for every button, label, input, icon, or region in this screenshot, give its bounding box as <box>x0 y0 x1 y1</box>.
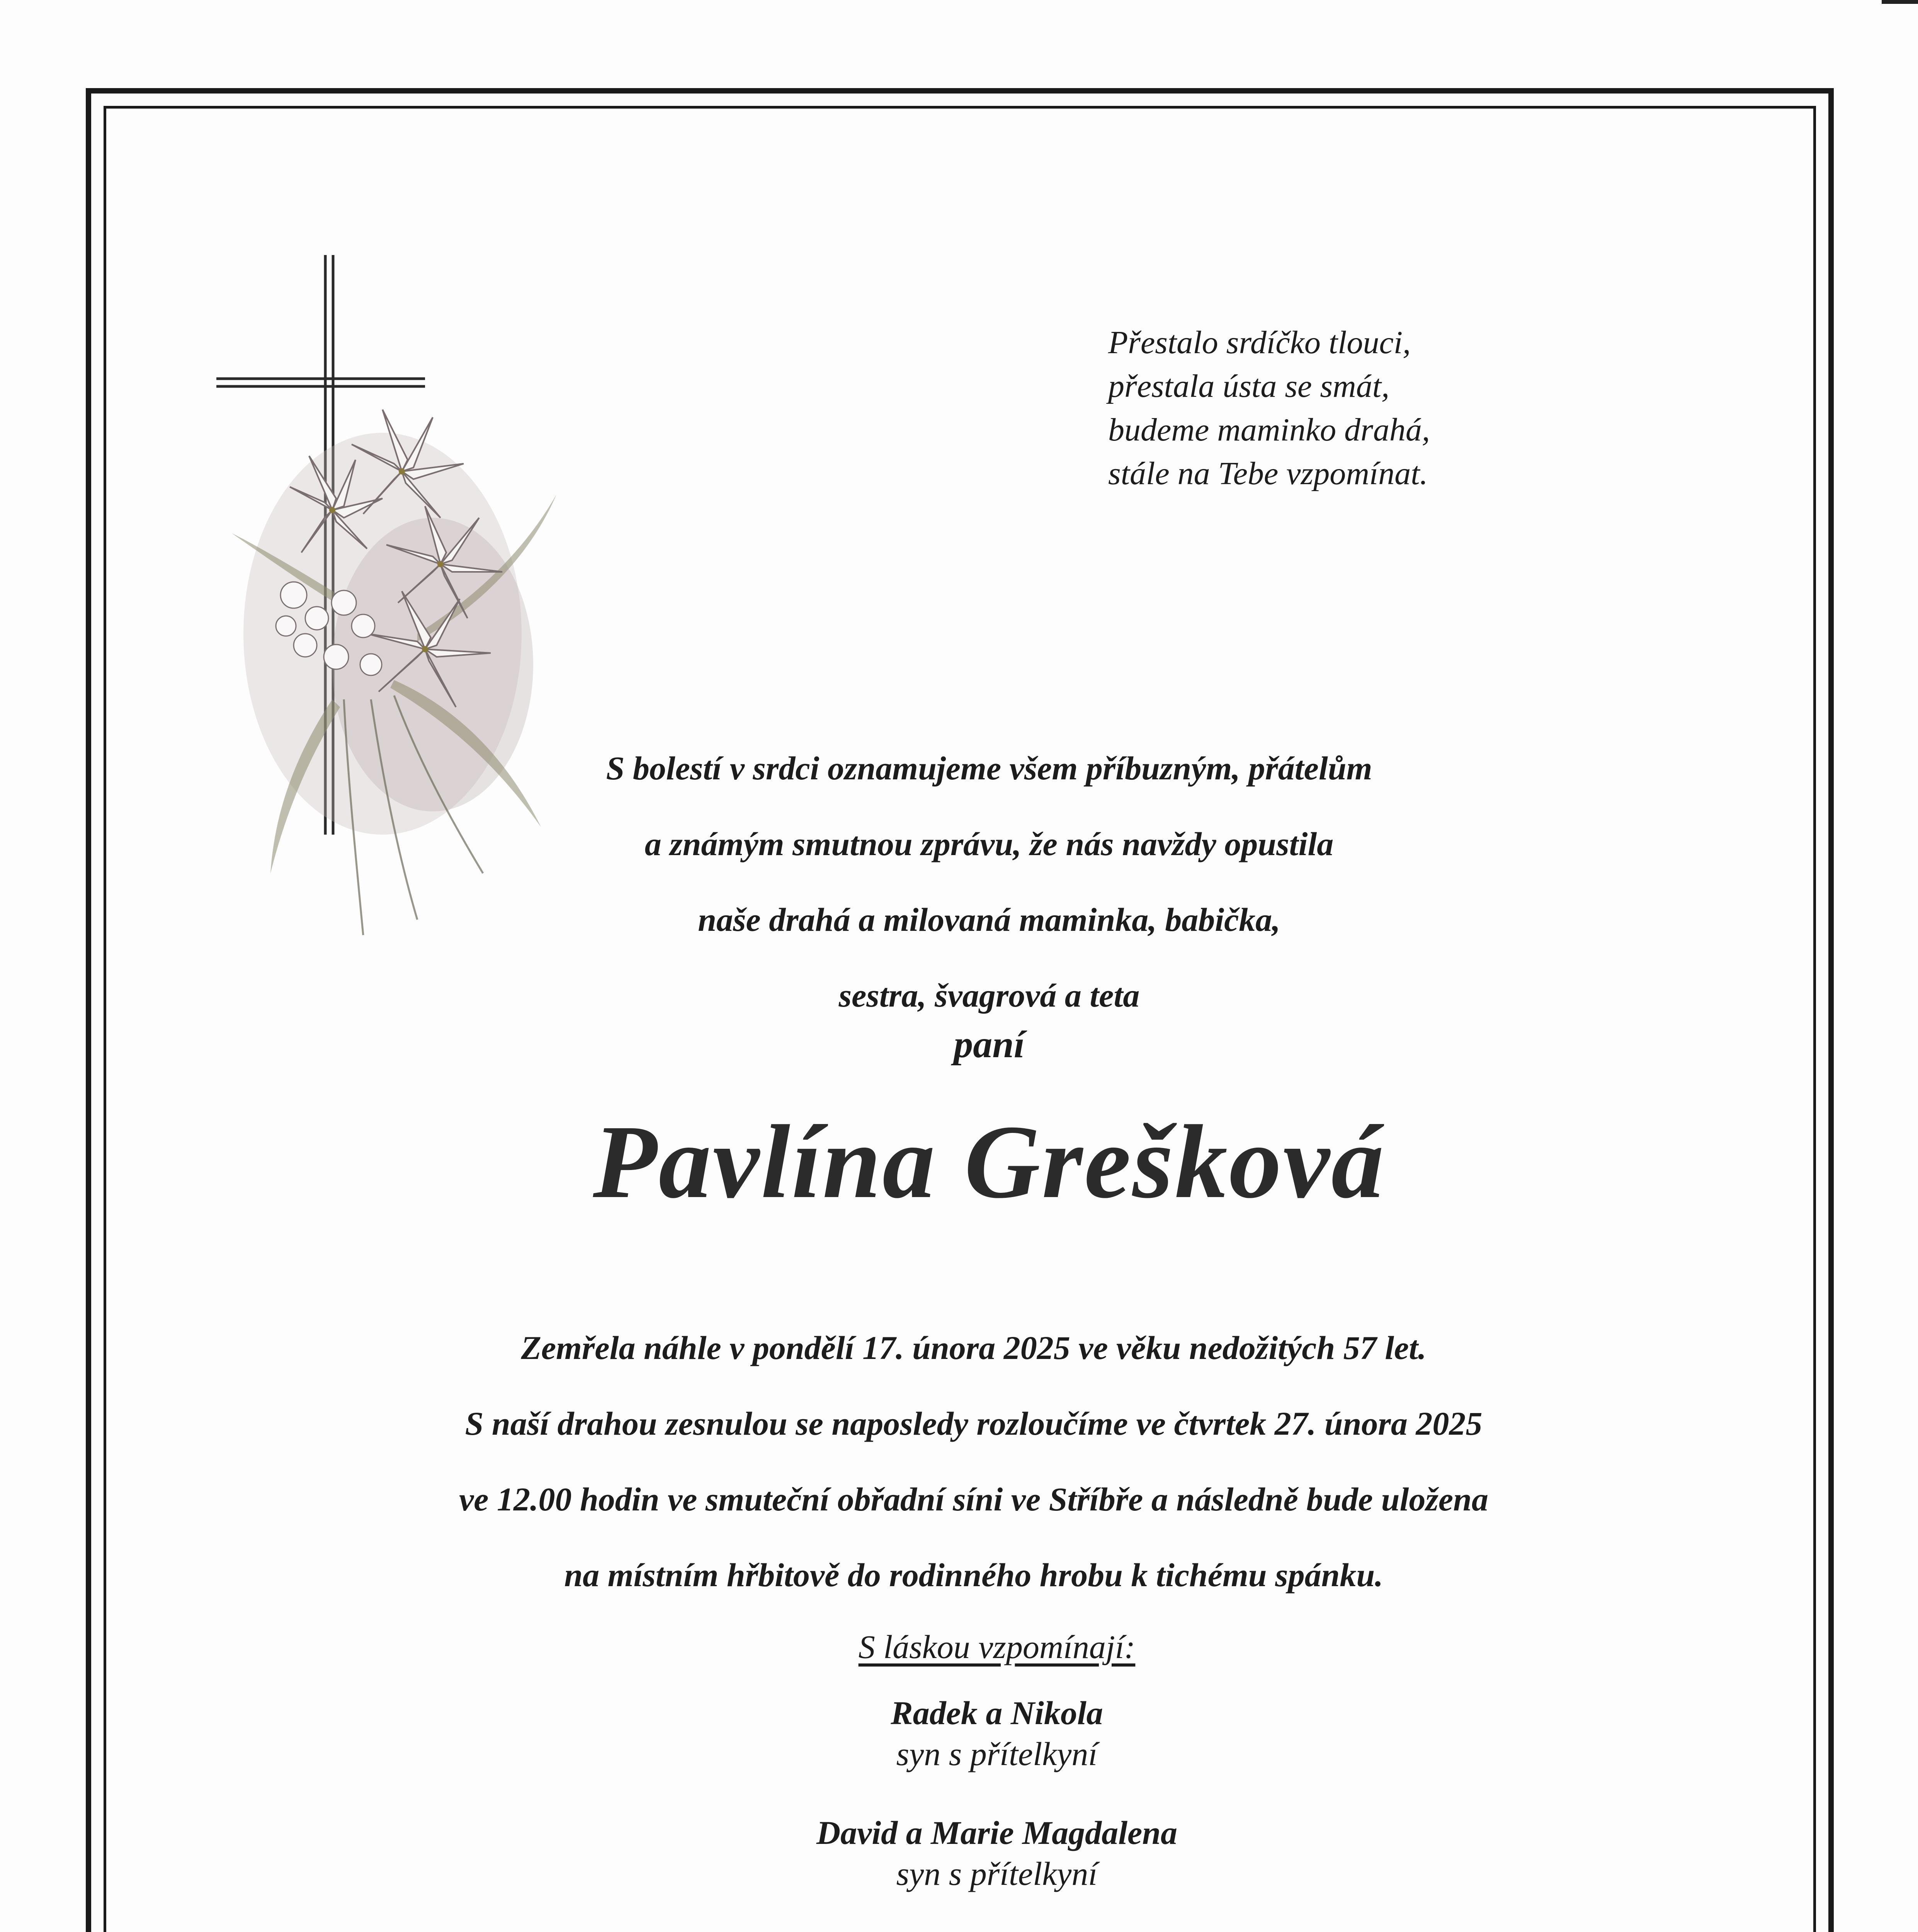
announcement-line: sestra, švagrová a teta <box>838 977 1140 1014</box>
poem-line: budeme maminko drahá, <box>1108 412 1430 448</box>
announcement-line: S bolestí v srdci oznamujeme všem příbuzným, přátelům <box>606 750 1372 787</box>
mourner-names <box>773 1930 1221 1932</box>
mourner-names: Radek a Nikola <box>891 1694 1103 1731</box>
announcement-line: a známým smutnou zprávu, že nás navždy opustila <box>644 825 1334 862</box>
mourner-relation: syn s přítelkyní <box>896 1735 1098 1772</box>
announcement-line: naše drahá a milovaná maminka, babička, <box>698 901 1280 938</box>
mourner-group <box>891 1692 1103 1774</box>
death-notice-line: ve 12.00 hodin ve smuteční obřadní síni ve Stříbře a následně bude uložena <box>459 1481 1488 1518</box>
poem-line: přestala ústa se smát, <box>1108 368 1390 404</box>
mourner-relation: syn s přítelkyní <box>896 1855 1098 1892</box>
death-notice <box>459 1310 1488 1613</box>
death-notice-line: Zemřela náhle v pondělí 17. února 2025 ve věku nedožitých 57 let. <box>521 1329 1427 1366</box>
cross-lily-ornament <box>216 255 634 974</box>
poem-line: stále na Tebe vzpomínat. <box>1108 456 1428 492</box>
honorific: paní <box>954 1023 1025 1066</box>
deceased-name: Pavlína Grešková <box>593 1104 1386 1220</box>
lily-bouquet-icon <box>232 410 556 935</box>
death-notice-line: na místním hřbitově do rodinného hrobu k tichému spánku. <box>564 1556 1383 1594</box>
announcement-text <box>606 730 1372 1033</box>
mourner-names: David a Marie Magdalena <box>816 1814 1178 1851</box>
mourner-group <box>773 1930 1221 1932</box>
mourner-group <box>816 1812 1177 1894</box>
death-notice-line: S naší drahou zesnulou se naposledy rozloučíme ve čtvrtek 27. února 2025 <box>465 1405 1483 1442</box>
poem-line: Přestalo srdíčko tlouci, <box>1108 325 1411 361</box>
mourners-header: S láskou vzpomínají: <box>858 1628 1136 1665</box>
memorial-poem <box>1108 321 1430 495</box>
scan-edge-mark <box>1882 0 1918 4</box>
